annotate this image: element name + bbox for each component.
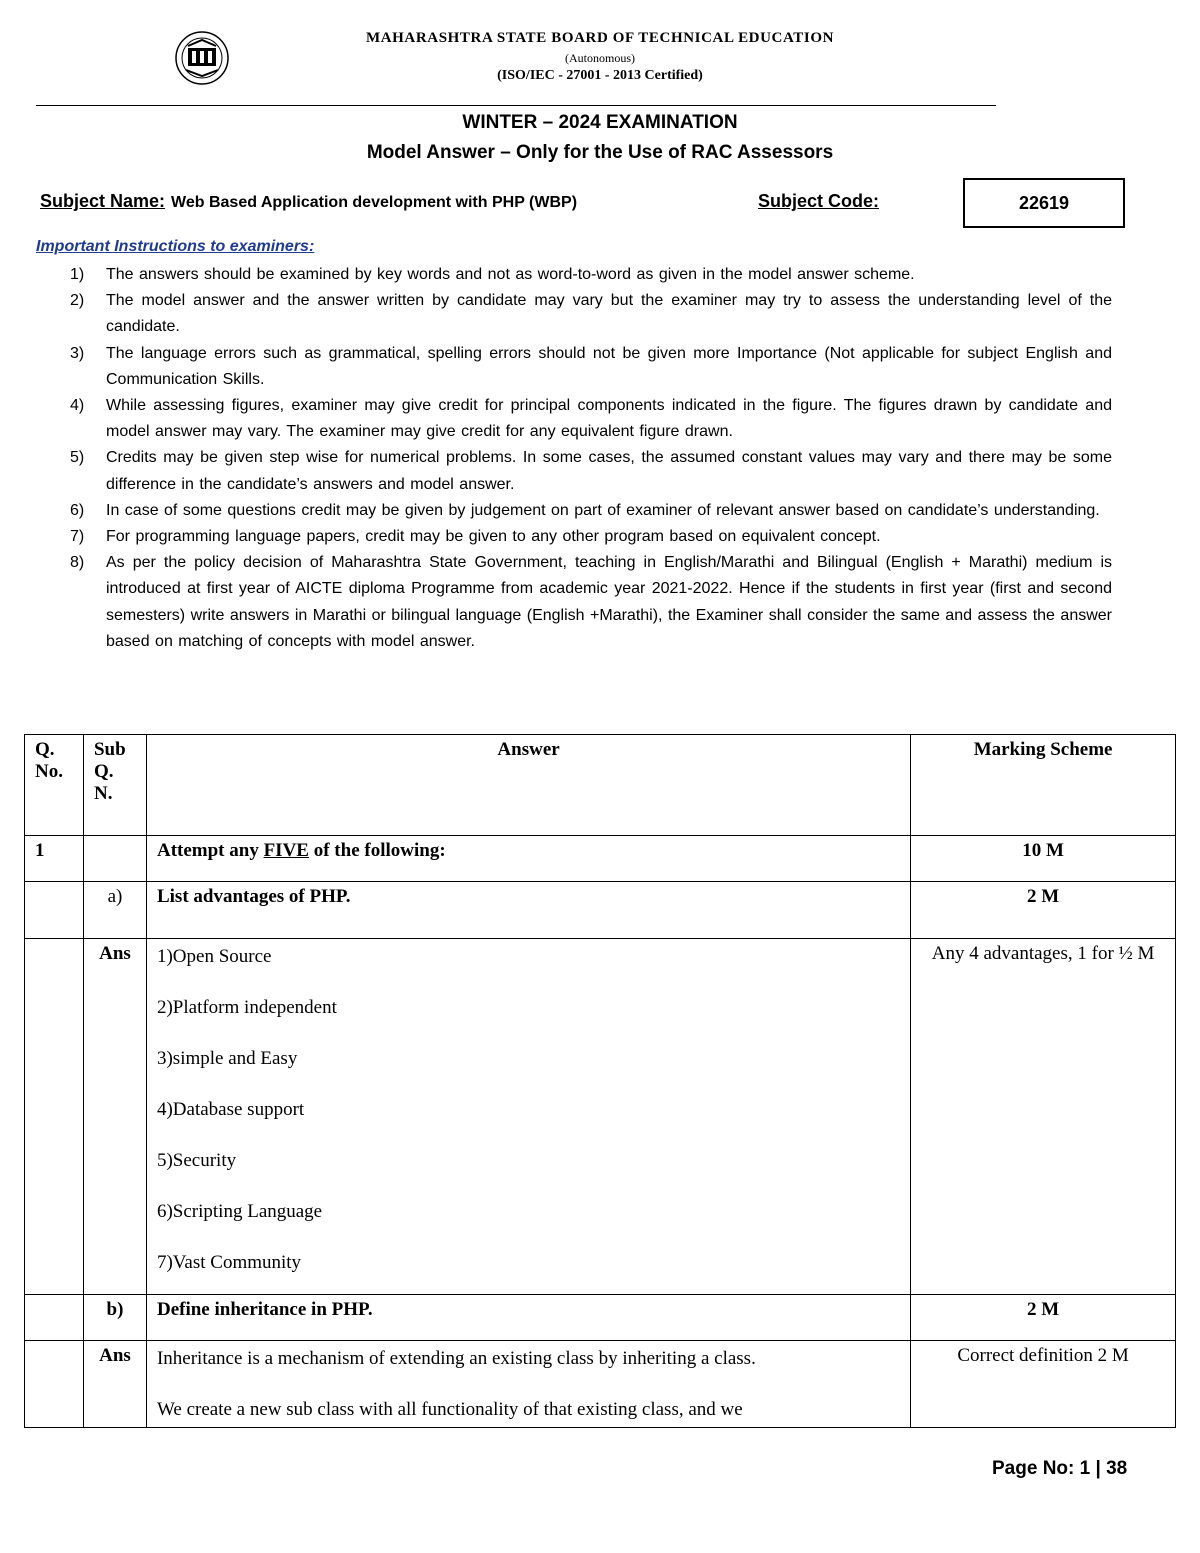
header-answer: Answer xyxy=(146,735,910,836)
table-row xyxy=(25,939,1176,1295)
board-autonomous: (Autonomous) xyxy=(565,51,635,65)
table-header-row xyxy=(25,735,1176,836)
board-name: MAHARASHTRA STATE BOARD OF TECHNICAL EDUCATION xyxy=(365,30,835,46)
instruction-item: 3) The language errors such as grammatical, spelling errors should not be given more Importance (Not applicable for subject English and Communication Skills. xyxy=(70,344,1112,388)
instruction-item: 6) In case of some questions credit may be given by judgement on part of examiner of relevant answer based on candidate’s understanding. xyxy=(70,501,1100,519)
q1-number: 1 xyxy=(25,836,84,882)
header-divider xyxy=(36,105,996,106)
table-row xyxy=(25,836,1176,882)
answer-line: 7)Vast Community xyxy=(156,1252,302,1273)
qa-scheme: Any 4 advantages, 1 for ½ M xyxy=(911,939,1176,1295)
answer-line: Inheritance is a mechanism of extending an existing class by inheriting a class. xyxy=(156,1348,756,1369)
msbte-logo xyxy=(166,30,238,86)
instruction-item: 5) Credits may be given step wise for numerical problems. In some cases, the assumed constant values may vary and there may be some difference in the candidate’s answers and model answer. xyxy=(70,449,1112,493)
qb-scheme: Correct definition 2 M xyxy=(911,1341,1176,1428)
qa-ans-label: Ans xyxy=(83,939,146,1295)
subject-code-box: 22619 xyxy=(963,178,1125,228)
instruction-item: 4) While assessing figures, examiner may give credit for principal components indicated in the figure. The figures drawn by candidate and model answer may vary. The examiner may give credit for any equivalent figure drawn. xyxy=(70,397,1112,441)
instructions-list xyxy=(40,262,1112,655)
instruction-item: 8) As per the policy decision of Maharashtra State Government, teaching in English/Marathi and Bilingual (English + Marathi) medium is introduced at first year of AICTE diploma Programme from academic year 2021-2022. Hence if the students in first year (first and second semesters) write answers in Marathi or bilingual language (English +Marathi), the Examiner shall consider the same and assess the answer based on matching of concepts with model answer. xyxy=(70,554,1112,650)
q1-marks: 10 M xyxy=(911,836,1176,882)
board-certification: (ISO/IEC - 27001 - 2013 Certified) xyxy=(497,68,703,83)
qa-sub: a) xyxy=(83,882,146,939)
subject-code-label: Subject Code: xyxy=(758,191,880,211)
answer-line: 4)Database support xyxy=(156,1099,305,1120)
table-row xyxy=(25,882,1176,939)
table-row xyxy=(25,1295,1176,1341)
subject-name-label: Subject Name: xyxy=(40,191,166,211)
instruction-item: 7) For programming language papers, credit may be given to any other program based on equivalent concept. xyxy=(70,528,881,546)
answer-line: 1)Open Source xyxy=(156,946,272,967)
header-sub-q: Sub Q. N. xyxy=(83,735,146,836)
header-q-no: Q. No. xyxy=(25,735,84,836)
page-number: Page No: 1 | 38 xyxy=(992,1458,1128,1479)
qa-answer xyxy=(146,939,910,1295)
answer-line: 2)Platform independent xyxy=(156,997,337,1018)
header-marking-scheme: Marking Scheme xyxy=(911,735,1176,836)
qb-marks: 2 M xyxy=(911,1295,1176,1341)
instruction-item: 2) The model answer and the answer written by candidate may vary but the examiner may try to assess the understanding level of the candidate. xyxy=(70,292,1112,336)
instructions-heading: Important Instructions to examiners: xyxy=(36,238,315,255)
exam-title: WINTER – 2024 EXAMINATION xyxy=(462,112,738,133)
answer-line: 3)simple and Easy xyxy=(156,1048,298,1069)
answer-table xyxy=(24,734,1176,1428)
answer-line: We create a new sub class with all functionality of that existing class, and we xyxy=(156,1399,743,1420)
qa-marks: 2 M xyxy=(911,882,1176,939)
subject-name-value: Web Based Application development with PHP (WBP) xyxy=(171,194,578,211)
qb-answer xyxy=(146,1341,910,1428)
qb-sub: b) xyxy=(83,1295,146,1341)
instruction-item: 1) The answers should be examined by key words and not as word-to-word as given in the model answer scheme. xyxy=(70,266,915,283)
subject-name-row xyxy=(40,191,577,212)
answer-line: 6)Scripting Language xyxy=(156,1201,323,1222)
answer-line: 5)Security xyxy=(156,1150,237,1171)
qb-question: Define inheritance in PHP. xyxy=(146,1295,910,1341)
qa-question: List advantages of PHP. xyxy=(146,882,910,939)
qb-ans-label: Ans xyxy=(83,1341,146,1428)
q1-sub-empty xyxy=(83,836,146,882)
q1-instruction: Attempt any FIVE of the following: xyxy=(146,836,910,882)
table-row xyxy=(25,1341,1176,1428)
model-answer-title: Model Answer – Only for the Use of RAC Assessors xyxy=(366,142,834,163)
q1-emph: FIVE xyxy=(263,840,309,861)
